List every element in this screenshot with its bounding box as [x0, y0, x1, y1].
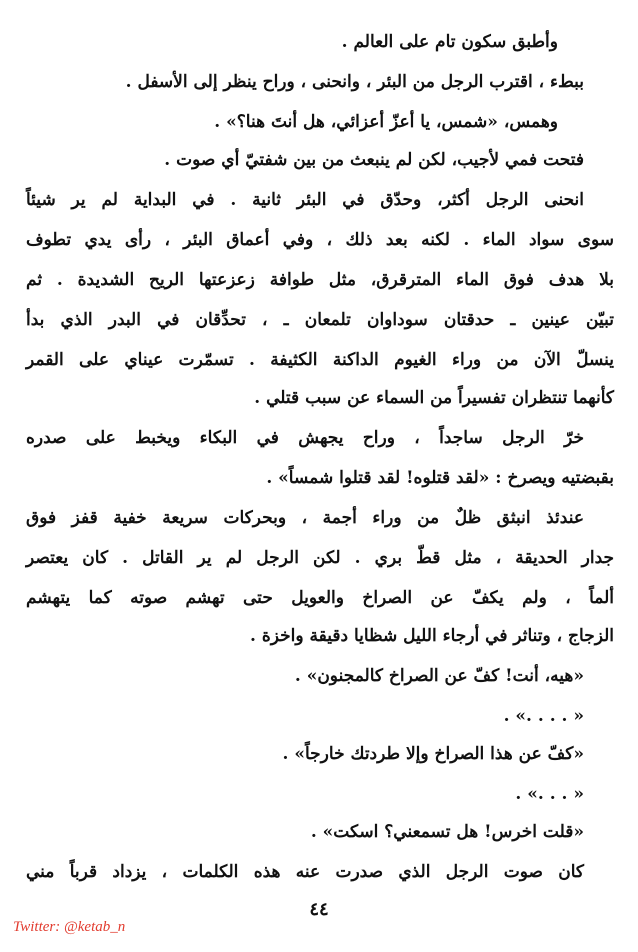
- text-line-4: فتحت فمي لأجيب، لكن لم ينبعث من بين شفتيّ أي صوت .: [164, 150, 584, 170]
- text-line-20: « . . .» .: [515, 784, 584, 804]
- text-line-14: جدار الحديقة ، مثل قطّ بري . لكن الرجل لم ير القاتل . كان يعتصر: [26, 548, 614, 568]
- text-line-16: الزجاج ، وتناثر في أرجاء الليل شظايا دقيقة واخزة .: [250, 626, 614, 646]
- text-line-17: «هيه، أنت! كفّ عن الصراخ كالمجنون» .: [294, 666, 584, 686]
- text-line-1: وأطبق سكون تام على العالم .: [341, 32, 558, 52]
- text-line-2: ببطء ، اقترب الرجل من البئر ، وانحنى ، وراح ينظر إلى الأسفل .: [125, 72, 584, 92]
- text-line-9: ينسلّ الآن من وراء الغيوم الداكنة الكثيفة . تسمّرت عيناي على القمر: [26, 350, 614, 370]
- text-line-3: وهمس، «شمس، يا أعزّ أعزائي، هل أنتَ هنا؟» .: [214, 112, 558, 132]
- text-line-7: بلا هدف فوق الماء المترقرق، مثل طوافة زعزعتها الريح الشديدة . ثم: [26, 270, 614, 290]
- text-line-5: انحنى الرجل أكثر، وحدّق في البئر ثانية . في البداية لم ير شيئاً: [26, 190, 584, 210]
- text-line-11: خرّ الرجل ساجداً ، وراح يجهش في البكاء ويخبط على صدره: [26, 428, 584, 448]
- book-page-text: [26, 30, 614, 900]
- page-number: ٤٤: [309, 899, 329, 920]
- text-line-12: بقبضتيه ويصرخ : «لقد قتلوه! لقد قتلوا شمساً» .: [266, 468, 614, 488]
- text-line-18: « . . . .» .: [503, 706, 584, 726]
- watermark-text: Twitter: @ketab_n: [13, 919, 126, 935]
- text-line-21: «قلت اخرس! هل تسمعني؟ اسكت» .: [310, 822, 584, 842]
- text-line-8: تبيّن عينين ـ حدقتان سوداوان تلمعان ـ ، تحدِّقان في البدر الذي بدأ: [26, 310, 614, 330]
- text-line-6: سوى سواد الماء . لكنه بعد ذلك ، وفي أعماق البئر ، رأى يدي تطوف: [26, 230, 614, 250]
- text-line-10: كأنهما تنتظران تفسيراً من السماء عن سبب قتلي .: [254, 388, 614, 408]
- text-line-22: كان صوت الرجل الذي صدرت عنه هذه الكلمات ، يزداد قرباً مني: [26, 862, 584, 882]
- text-line-15: ألماً ، ولم يكفّ عن الصراخ والعويل حتى تهشم صوته كما يتهشم: [26, 588, 614, 608]
- text-line-13: عندئذ انبثق ظلٌ من وراء أجمة ، وبحركات سريعة خفية قفز فوق: [26, 508, 584, 528]
- text-line-19: «كفّ عن هذا الصراخ وإلا طردتك خارجاً» .: [282, 744, 584, 764]
